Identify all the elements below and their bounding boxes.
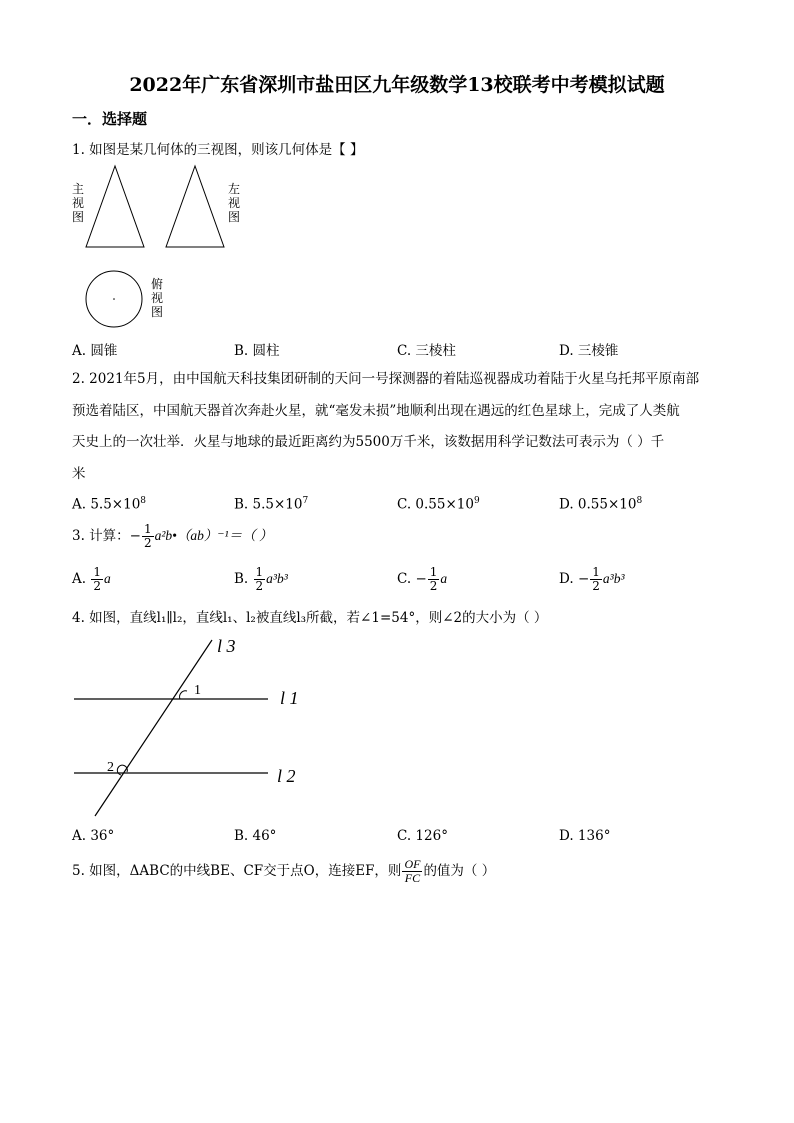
q2-option-b[interactable]: B. $5.5\times 10^7$ [234, 496, 309, 513]
q2-line-3: 天史上的一次壮举．火星与地球的最近距离约为5500万千米，该数据用科学记数法可表示为（ ）千 [72, 434, 665, 450]
label-l3: l 3 [217, 636, 236, 656]
q4-stem: 4. 如图，直线l₁∥l₂，直线l₁、l₂被直线l₃所截，若∠1=54°，则∠2的大小为（ ） [72, 610, 548, 626]
top-view-label: 俯视图 [150, 277, 163, 319]
q2-option-a[interactable]: A. $5.5\times 10^8$ [72, 496, 147, 513]
page-title: 2022年广东省深圳市盐田区九年级数学13校联考中考模拟试题 [129, 74, 665, 96]
q4-option-c[interactable]: C. 126° [397, 828, 448, 844]
left-view-label: 左视图 [227, 182, 240, 224]
left-view-triangle [164, 164, 226, 250]
top-view-circle [84, 269, 144, 329]
q3-option-d[interactable]: D. − $\frac{1}{2}$ a³b³ [559, 565, 625, 593]
angle-2-label: 2 [107, 760, 114, 775]
q2-line-2: 预选着陆区，中国航天器首次奔赴火星，就“毫发未损”地顺利出现在遇远的红色星球上，完成了人类航 [72, 403, 680, 419]
q1-option-d[interactable]: D. 三棱锥 [559, 343, 619, 359]
q2-option-c[interactable]: C. $0.55\times 10^9$ [397, 496, 480, 513]
q1-option-a[interactable]: A. 圆锥 [72, 343, 118, 359]
q1-stem: 1. 如图是某几何体的三视图，则该几何体是【 】 [72, 142, 364, 158]
q2-option-d[interactable]: D. $0.55\times 10^8$ [559, 496, 643, 513]
q4-option-d[interactable]: D. 136° [559, 828, 611, 844]
q5-stem: 5. 如图，ΔABC的中线BE、CF交于点O，连接EF，则 $\frac{OF}{FC}$ 的值为（ ） [72, 857, 496, 885]
q1-option-c[interactable]: C. 三棱柱 [397, 343, 456, 359]
front-view-label: 主视图 [71, 182, 84, 224]
q2-line-4: 米 [72, 466, 86, 482]
parallel-lines-figure [60, 630, 310, 820]
q3-option-c[interactable]: C. − $\frac{1}{2}$ a [397, 565, 448, 593]
q3-stem: 3. 计算：− $\frac{1}{2}$ a²b•（ab）⁻¹＝（ ） [72, 522, 273, 550]
angle-1-arc [180, 691, 187, 699]
q3-option-a[interactable]: A. $\frac{1}{2}$ a [72, 565, 111, 593]
front-view-triangle [84, 164, 146, 250]
q5-fraction: $\frac{OF}{FC}$ [404, 857, 421, 885]
section-heading: 一．选择题 [72, 110, 148, 128]
label-l1: l 1 [280, 688, 299, 708]
line-l3 [95, 640, 212, 816]
q2-line-1: 2. 2021年5月，由中国航天科技集团研制的天问一号探测器的着陆巡视器成功着陆于火星乌托邦平原南部 [72, 371, 700, 387]
q1-option-b[interactable]: B. 圆柱 [234, 343, 280, 359]
label-l2: l 2 [277, 766, 296, 786]
angle-1-label: 1 [194, 683, 201, 698]
q3-fraction: $\frac{1}{2}$ [143, 522, 152, 550]
q4-option-a[interactable]: A. 36° [72, 828, 115, 844]
q3-option-b[interactable]: B. $\frac{1}{2}$ a³b³ [234, 565, 288, 593]
q4-option-b[interactable]: B. 46° [234, 828, 277, 844]
